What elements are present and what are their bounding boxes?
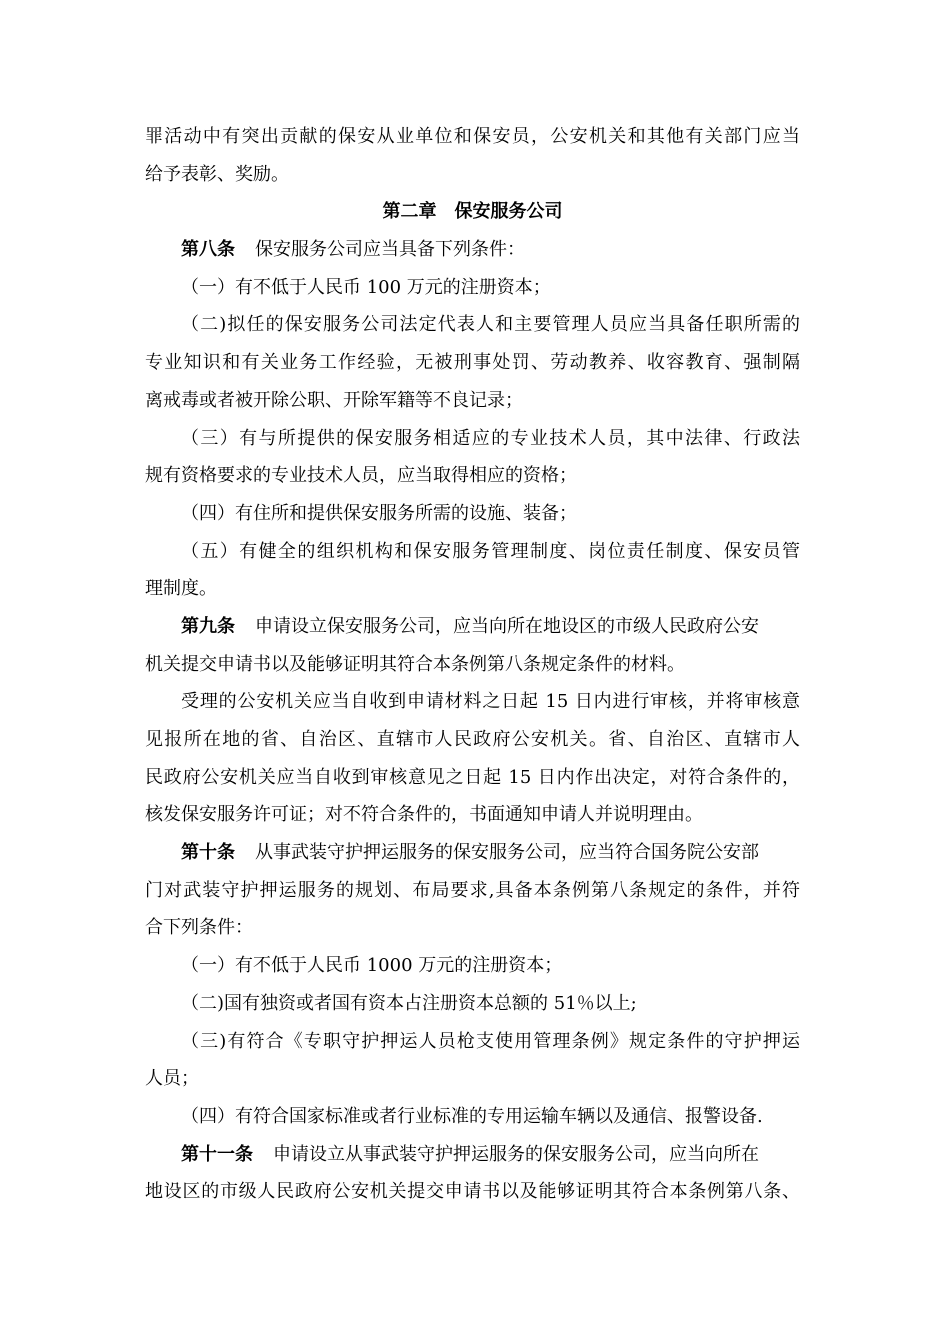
line-text: 申请设立保安服务公司，应当向所在地设区的市级人民政府公安 bbox=[255, 615, 759, 637]
article-line bbox=[145, 834, 800, 872]
paragraph-line bbox=[145, 118, 800, 156]
line-text: 机关提交申请书以及能够证明其符合本条例第八条规定条件的材料。 bbox=[145, 653, 685, 675]
paragraph-line bbox=[145, 796, 800, 834]
line-text: 从事武装守护押运服务的保安服务公司，应当符合国务院公安部 bbox=[255, 842, 759, 864]
paragraph-line bbox=[145, 457, 800, 495]
line-text: 门对武装守护押运服务的规划、布局要求,具备本条例第八条规定的条件，并符 bbox=[145, 879, 800, 901]
paragraph-line bbox=[145, 306, 800, 344]
chapter-heading bbox=[145, 193, 800, 231]
paragraph-line bbox=[145, 721, 800, 759]
line-text: 离戒毒或者被开除公职、开除军籍等不良记录； bbox=[145, 389, 523, 411]
line-text: 申请设立从事武装守护押运服务的保安服务公司，应当向所在 bbox=[273, 1143, 759, 1165]
line-text: （一）有不低于人民币 100 万元的注册资本； bbox=[181, 276, 551, 298]
paragraph-line bbox=[145, 683, 800, 721]
line-text: （一）有不低于人民币 1000 万元的注册资本； bbox=[181, 955, 563, 977]
line-text: （四）有住所和提供保安服务所需的设施、装备； bbox=[181, 502, 577, 524]
article-line bbox=[145, 1136, 800, 1174]
line-text: 地设区的市级人民政府公安机关提交申请书以及能够证明其符合本条例第八条、 bbox=[145, 1181, 800, 1203]
line-text: 人员； bbox=[145, 1068, 199, 1090]
article-number: 第九条 bbox=[181, 615, 235, 637]
paragraph-line bbox=[145, 872, 800, 910]
chapter-title: 第二章 保安服务公司 bbox=[382, 201, 563, 223]
line-text: （三）有与所提供的保安服务相适应的专业技术人员，其中法律、行政法 bbox=[181, 427, 800, 449]
paragraph-line bbox=[145, 985, 800, 1023]
article-number: 第十条 bbox=[181, 842, 235, 864]
article-number: 第十一条 bbox=[181, 1143, 253, 1165]
line-text: 规有资格要求的专业技术人员，应当取得相应的资格； bbox=[145, 465, 577, 487]
paragraph-line bbox=[145, 420, 800, 458]
paragraph-line bbox=[145, 1173, 800, 1211]
line-text: 理制度。 bbox=[145, 578, 217, 600]
paragraph-line bbox=[145, 495, 800, 533]
line-text: （四）有符合国家标准或者行业标准的专用运输车辆以及通信、报警设备. bbox=[181, 1105, 763, 1127]
article-number: 第八条 bbox=[181, 239, 235, 261]
line-text: 合下列条件： bbox=[145, 917, 253, 939]
article-line bbox=[145, 608, 800, 646]
paragraph-line bbox=[145, 1098, 800, 1136]
paragraph-line bbox=[145, 1060, 800, 1098]
line-text: （三)有符合《专职守护押运人员枪支使用管理条例》规定条件的守护押运 bbox=[181, 1030, 800, 1052]
paragraph-line bbox=[145, 533, 800, 571]
line-text: （五）有健全的组织机构和保安服务管理制度、岗位责任制度、保安员管 bbox=[181, 540, 800, 562]
paragraph-line bbox=[145, 909, 800, 947]
paragraph-line bbox=[145, 344, 800, 382]
paragraph-line bbox=[145, 269, 800, 307]
line-text: 保安服务公司应当具备下列条件： bbox=[255, 239, 525, 261]
document-body bbox=[145, 118, 800, 1211]
line-text: 专业知识和有关业务工作经验，无被刑事处罚、劳动教养、收容教育、强制隔 bbox=[145, 352, 800, 374]
line-text: 核发保安服务许可证；对不符合条件的，书面通知申请人并说明理由。 bbox=[145, 804, 703, 826]
paragraph-line bbox=[145, 156, 800, 194]
paragraph-line bbox=[145, 646, 800, 684]
article-line bbox=[145, 231, 800, 269]
line-text: （二)拟任的保安服务公司法定代表人和主要管理人员应当具备任职所需的 bbox=[181, 314, 800, 336]
paragraph-line bbox=[145, 382, 800, 420]
line-text: 给予表彰、奖励。 bbox=[145, 163, 289, 185]
line-text: 受理的公安机关应当自收到申请材料之日起 15 日内进行审核，并将审核意 bbox=[181, 691, 800, 713]
line-text: （二)国有独资或者国有资本占注册资本总额的 51％以上; bbox=[181, 992, 637, 1014]
paragraph-line bbox=[145, 759, 800, 797]
line-text: 罪活动中有突出贡献的保安从业单位和保安员，公安机关和其他有关部门应当 bbox=[145, 126, 800, 147]
line-text: 民政府公安机关应当自收到审核意见之日起 15 日内作出决定，对符合条件的， bbox=[145, 766, 800, 788]
paragraph-line bbox=[145, 947, 800, 985]
paragraph-line bbox=[145, 1023, 800, 1061]
paragraph-line bbox=[145, 570, 800, 608]
line-text: 见报所在地的省、自治区、直辖市人民政府公安机关。省、自治区、直辖市人 bbox=[145, 729, 800, 750]
